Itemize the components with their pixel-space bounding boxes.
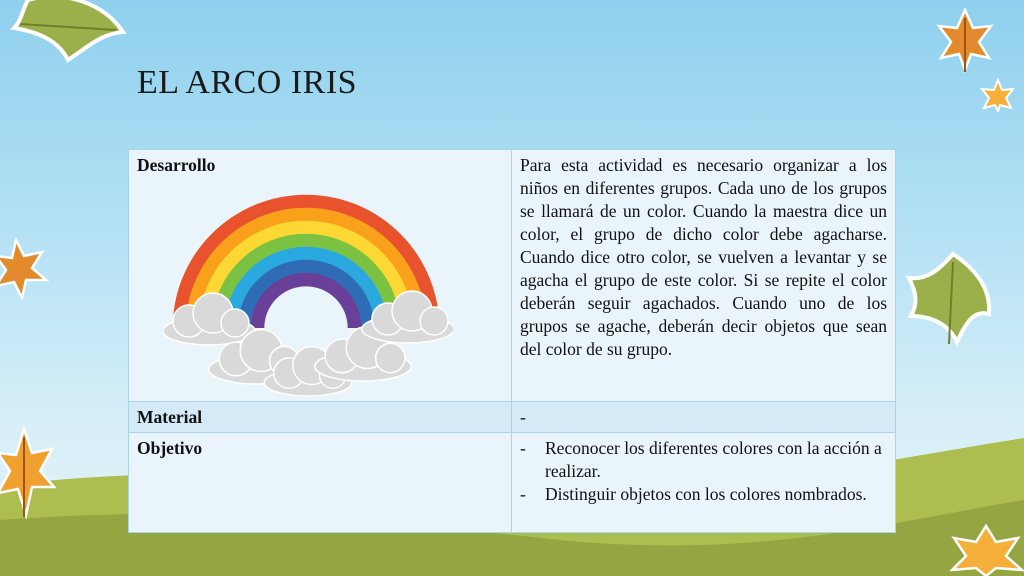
leaf-icon bbox=[905, 250, 995, 348]
rainbow-band bbox=[258, 280, 355, 328]
slide-title: EL ARCO IRIS bbox=[137, 64, 358, 101]
leaf-icon bbox=[980, 78, 1016, 112]
table-row bbox=[129, 433, 896, 533]
table-content-cell bbox=[512, 433, 896, 533]
objetivo-item-text: Distinguir objetos con los colores nombrados. bbox=[545, 484, 867, 504]
table-content-cell bbox=[512, 402, 896, 433]
leaf-icon bbox=[8, 0, 128, 67]
table-row bbox=[129, 150, 896, 402]
rainbow-with-clouds-icon bbox=[163, 183, 453, 398]
row-label-material: Material bbox=[137, 407, 203, 427]
objetivo-item-text: Reconocer los diferentes colores con la acción a realizar. bbox=[545, 438, 882, 481]
table-content-cell bbox=[512, 150, 896, 402]
list-item bbox=[520, 483, 887, 506]
row-label-objetivo: Objetivo bbox=[137, 438, 203, 458]
leaf-icon bbox=[950, 522, 1024, 576]
table-label-cell bbox=[129, 402, 512, 433]
leaf-icon bbox=[935, 8, 995, 74]
list-item bbox=[520, 437, 887, 483]
activity-table bbox=[128, 149, 896, 533]
bullet-dash: - bbox=[520, 484, 526, 504]
objetivo-list bbox=[520, 437, 887, 506]
table-label-cell bbox=[129, 150, 512, 402]
table-row bbox=[129, 402, 896, 433]
leaf-icon bbox=[0, 425, 56, 520]
table-label-cell bbox=[129, 433, 512, 533]
leaf-icon bbox=[0, 238, 50, 300]
desarrollo-text: Para esta actividad es necesario organizar a los niños en diferentes grupos. Cada uno de los grupos se llamará de un color. Cuando la maestra dice un color, el grupo de dicho color debe agacharse. Cuando dice otro color, se vuelven a levantar y se agacha el grupo de este color. Si se repite el color deberán seguir agachados. Cuando uno de los grupos se agache, deberán decir objetos que sean del color de su grupo. bbox=[520, 155, 887, 359]
material-text: - bbox=[520, 407, 526, 427]
bullet-dash: - bbox=[520, 438, 526, 458]
row-label-desarrollo: Desarrollo bbox=[137, 155, 216, 175]
